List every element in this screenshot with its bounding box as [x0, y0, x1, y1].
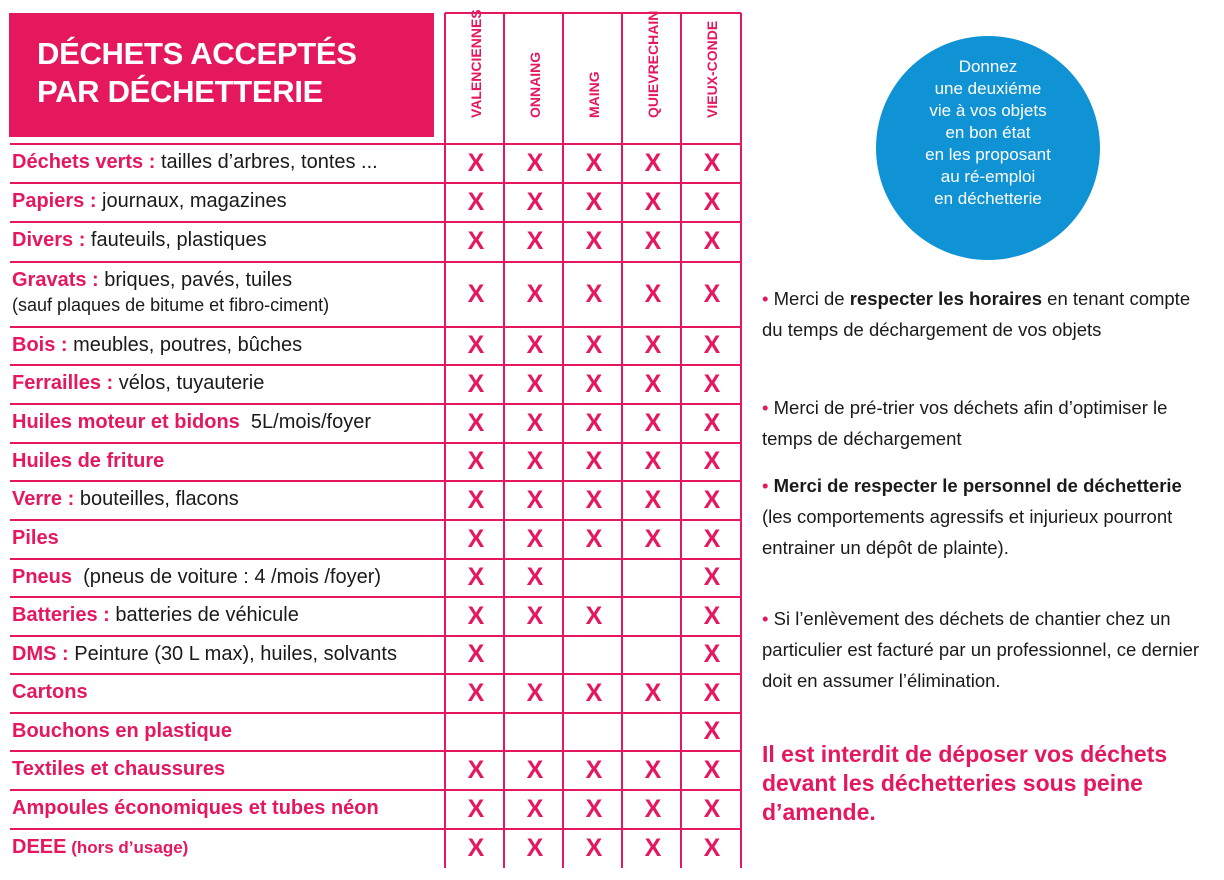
accepted-mark: X — [703, 485, 721, 514]
table-row — [12, 836, 442, 859]
row-label: Piles — [12, 527, 59, 549]
row-label: DEEE — [12, 836, 67, 858]
accepted-mark: X — [703, 833, 721, 862]
row-label: Huiles de friture — [12, 450, 165, 472]
accepted-mark: X — [703, 369, 721, 398]
row-description: fauteuils, plastiques — [85, 229, 267, 251]
accepted-mark: X — [585, 148, 603, 177]
table-row — [12, 758, 442, 781]
reuse-bubble — [876, 36, 1100, 260]
accepted-mark: X — [644, 148, 662, 177]
table-row — [12, 151, 442, 174]
column-header — [447, 9, 505, 138]
accepted-mark: X — [644, 524, 662, 553]
accepted-mark: X — [644, 447, 662, 475]
accepted-mark: X — [585, 833, 603, 862]
accepted-mark: X — [526, 755, 544, 784]
accepted-mark: X — [467, 524, 485, 553]
accepted-mark: X — [585, 279, 603, 308]
row-label: Huiles moteur et bidons — [12, 411, 240, 433]
note-presort — [762, 392, 1202, 454]
accepted-mark: X — [526, 447, 544, 475]
accepted-mark: X — [703, 640, 721, 668]
accepted-mark: X — [467, 227, 485, 255]
accepted-mark: X — [467, 640, 485, 668]
column-header — [683, 14, 741, 138]
accepted-mark: X — [467, 279, 485, 308]
table-title-line1: DÉCHETS ACCEPTÉS — [37, 36, 357, 71]
row-description: tailles d’arbres, tontes ... — [155, 151, 378, 173]
bullet-icon: • — [762, 397, 769, 418]
accepted-mark: X — [585, 601, 603, 630]
accepted-mark: X — [644, 369, 662, 398]
accepted-mark: X — [526, 227, 544, 255]
warning-text: Il est interdit de déposer vos déchets devant les déchetteries sous peine d’amende. — [762, 741, 1168, 825]
row-description: Peinture (30 L max), huiles, solvants — [68, 643, 397, 665]
accepted-mark: X — [703, 524, 721, 553]
row-description: batteries de véhicule — [109, 604, 299, 626]
column-header — [624, 10, 682, 138]
accepted-mark: X — [585, 227, 603, 255]
accepted-mark: X — [526, 369, 544, 398]
bubble-line: en bon état — [945, 123, 1031, 142]
accepted-mark: X — [703, 563, 721, 591]
accepted-mark: X — [644, 331, 662, 359]
accepted-mark: X — [467, 833, 485, 862]
accepted-mark: X — [644, 833, 662, 862]
accepted-mark: X — [526, 833, 544, 862]
accepted-mark: X — [467, 755, 485, 784]
accepted-mark: X — [526, 279, 544, 308]
accepted-mark: X — [467, 678, 485, 707]
bullet-icon: • — [762, 608, 769, 629]
row-description: meubles, poutres, bûches — [67, 334, 303, 356]
accepted-mark: X — [526, 408, 544, 437]
accepted-mark: X — [703, 279, 721, 308]
accepted-mark: X — [526, 601, 544, 630]
row-description: (hors d’usage) — [66, 838, 189, 857]
bubble-line: Donnez — [958, 57, 1018, 76]
note-text: Si l’enlèvement des déchets de chantier chez un particulier est facturé par un professionnel, ce dernier doit en assumer l’élimination. — [762, 608, 1200, 691]
table-row — [12, 681, 442, 704]
accepted-mark: X — [644, 187, 662, 216]
accepted-mark: X — [585, 755, 603, 784]
bubble-line: vie à vos objets — [929, 101, 1047, 120]
table-row — [12, 527, 442, 550]
accepted-mark: X — [526, 563, 544, 591]
accepted-mark: X — [585, 485, 603, 514]
row-label: Cartons — [12, 681, 88, 703]
table-row — [12, 797, 442, 820]
accepted-mark: X — [644, 279, 662, 308]
accepted-mark: X — [585, 369, 603, 398]
row-label: Ferrailles : — [12, 372, 114, 394]
note-text: (les comportements agressifs et injurieux pourront entrainer un dépôt de plainte). — [762, 506, 1173, 558]
accepted-mark: X — [644, 227, 662, 255]
table-row — [12, 488, 442, 511]
accepted-mark: X — [467, 148, 485, 177]
row-label: Divers : — [12, 229, 86, 251]
note-text: Merci de pré-trier vos déchets afin d’optimiser le temps de déchargement — [762, 397, 1168, 449]
row-subtext: (sauf plaques de bitume et fibro-ciment) — [12, 295, 330, 315]
row-description: briques, pavés, tuiles — [98, 269, 293, 291]
table-title-line2: PAR DÉCHETTERIE — [37, 74, 324, 109]
accepted-mark: X — [467, 447, 485, 475]
table-row — [12, 229, 442, 252]
column-header-label: VALENCIENNES — [468, 9, 484, 118]
accepted-mark: X — [467, 794, 485, 823]
accepted-mark: X — [703, 408, 721, 437]
column-header — [506, 14, 564, 138]
accepted-mark: X — [703, 148, 721, 177]
accepted-mark: X — [644, 755, 662, 784]
accepted-mark: X — [467, 187, 485, 216]
row-label: Pneus — [12, 566, 73, 588]
accepted-mark: X — [703, 447, 721, 475]
accepted-mark: X — [526, 485, 544, 514]
row-label: Bouchons en plastique — [12, 720, 233, 742]
accepted-mark: X — [703, 794, 721, 823]
column-header-label: MAING — [586, 71, 602, 118]
column-header-label: QUIEVRECHAIN — [645, 10, 661, 118]
accepted-mark: X — [467, 563, 485, 591]
accepted-mark: X — [585, 408, 603, 437]
note-schedule — [762, 283, 1202, 345]
accepted-mark: X — [467, 601, 485, 630]
bubble-line: au ré-emploi — [940, 167, 1036, 186]
bubble-line: une deuxiéme — [934, 79, 1042, 98]
note-staff — [762, 470, 1202, 563]
row-description: journaux, magazines — [96, 190, 287, 212]
table-row — [12, 720, 442, 743]
accepted-mark: X — [467, 485, 485, 514]
note-bold: Merci de respecter le personnel de déchetterie — [773, 475, 1182, 496]
table-row — [12, 566, 442, 589]
accepted-mark: X — [644, 408, 662, 437]
note-construction — [762, 603, 1202, 696]
row-description: (pneus de voiture : 4 /mois /foyer) — [72, 566, 382, 588]
row-description: vélos, tuyauterie — [113, 372, 265, 394]
row-label: Bois : — [12, 334, 68, 356]
accepted-mark: X — [526, 187, 544, 216]
note-bold: respecter les horaires — [849, 288, 1043, 309]
row-label: Textiles et chaussures — [12, 758, 226, 780]
column-header — [565, 14, 623, 138]
table-row — [12, 190, 442, 213]
accepted-mark: X — [703, 187, 721, 216]
accepted-mark: X — [644, 485, 662, 514]
accepted-mark: X — [467, 331, 485, 359]
row-label: Gravats : — [12, 269, 99, 291]
table-row — [12, 604, 442, 627]
accepted-mark: X — [585, 447, 603, 475]
bullet-icon: • — [762, 475, 769, 496]
table-row — [12, 643, 442, 666]
bullet-icon: • — [762, 288, 769, 309]
row-label: Verre : — [12, 488, 75, 510]
accepted-mark: X — [585, 331, 603, 359]
accepted-mark: X — [585, 794, 603, 823]
accepted-mark: X — [526, 331, 544, 359]
bubble-line: en déchetterie — [934, 189, 1042, 208]
accepted-mark: X — [585, 524, 603, 553]
accepted-mark: X — [467, 408, 485, 437]
column-header-label: ONNAING — [527, 51, 543, 118]
accepted-mark: X — [703, 678, 721, 707]
accepted-mark: X — [644, 678, 662, 707]
table-row — [12, 411, 442, 434]
table-row — [12, 372, 442, 395]
accepted-mark: X — [703, 601, 721, 630]
accepted-mark: X — [526, 678, 544, 707]
accepted-mark: X — [703, 227, 721, 255]
row-label: DMS : — [12, 643, 69, 665]
row-description: bouteilles, flacons — [74, 488, 239, 510]
accepted-mark: X — [644, 794, 662, 823]
row-label: Déchets verts : — [12, 151, 156, 173]
accepted-mark: X — [585, 678, 603, 707]
table-row — [12, 334, 442, 357]
accepted-mark: X — [526, 148, 544, 177]
table-row — [12, 269, 442, 316]
accepted-mark: X — [703, 717, 721, 745]
accepted-mark: X — [467, 369, 485, 398]
note-text: Merci de — [773, 288, 850, 309]
accepted-mark: X — [703, 755, 721, 784]
note-text: en tenant compte du temps de déchargement de vos objets — [762, 288, 1191, 340]
table-row — [12, 450, 442, 473]
accepted-mark: X — [703, 331, 721, 359]
row-description: 5L/mois/foyer — [239, 411, 371, 433]
bubble-line: en les proposant — [925, 145, 1051, 164]
column-header-label: VIEUX-CONDE — [704, 20, 720, 118]
accepted-mark: X — [526, 524, 544, 553]
row-label: Ampoules économiques et tubes néon — [12, 797, 379, 819]
row-label: Batteries : — [12, 604, 110, 626]
accepted-mark: X — [526, 794, 544, 823]
row-label: Papiers : — [12, 190, 97, 212]
accepted-mark: X — [585, 187, 603, 216]
